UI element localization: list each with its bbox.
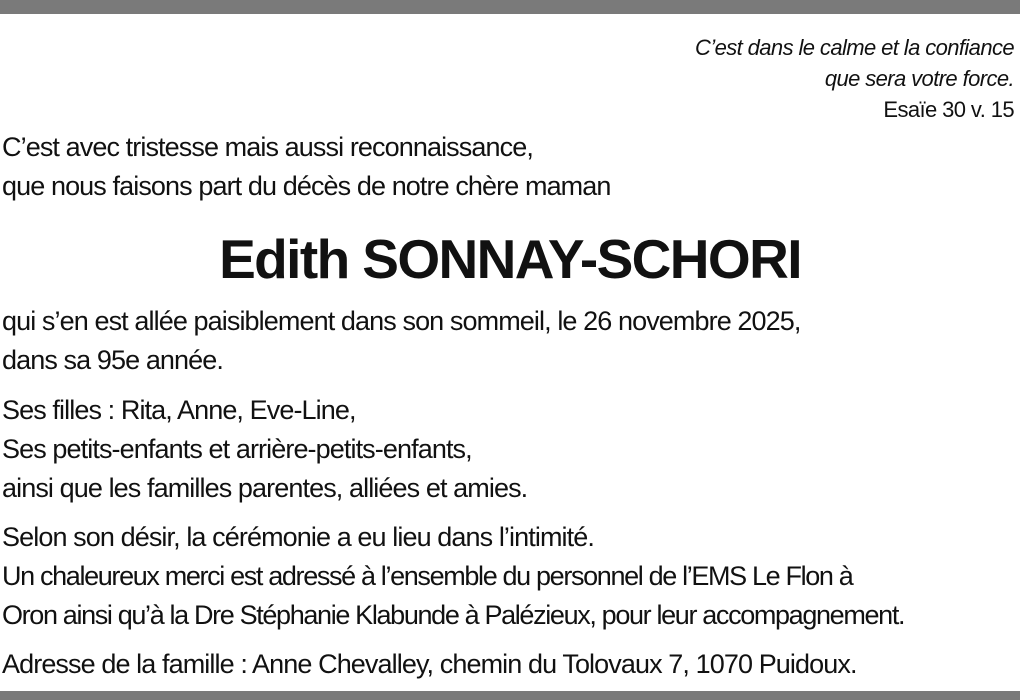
bottom-rule bbox=[0, 691, 1020, 700]
epigraph-reference: Esaïe 30 v. 15 bbox=[883, 97, 1014, 122]
ceremony-line-1: Selon son désir, la cérémonie a eu lieu dans l’intimité. bbox=[2, 522, 594, 552]
family-line-2: Ses petits-enfants et arrière-petits-enfants, bbox=[2, 434, 472, 464]
family-line-3: ainsi que les familles parentes, alliées et amies. bbox=[2, 473, 528, 503]
epigraph bbox=[695, 32, 1014, 125]
ceremony-line-3: Oron ainsi qu’à la Dre Stéphanie Klabunde à Palézieux, pour leur accompagnement. bbox=[2, 600, 905, 630]
family-line-1: Ses filles : Rita, Anne, Eve-Line, bbox=[2, 395, 356, 425]
death-line-1: qui s’en est allée paisiblement dans son sommeil, le 26 novembre 2025, bbox=[2, 306, 801, 336]
family-list bbox=[2, 391, 527, 508]
epigraph-line-1: C’est dans le calme et la confiance bbox=[695, 35, 1014, 60]
announcement-intro bbox=[2, 128, 611, 206]
ceremony-thanks bbox=[2, 518, 904, 635]
deceased-name: Edith SONNAY-SCHORI bbox=[219, 228, 801, 290]
death-details bbox=[2, 302, 801, 380]
intro-line-2: que nous faisons part du décès de notre chère maman bbox=[2, 171, 611, 201]
family-address: Adresse de la famille : Anne Chevalley, chemin du Tolovaux 7, 1070 Puidoux. bbox=[2, 649, 857, 679]
intro-line-1: C’est avec tristesse mais aussi reconnaissance, bbox=[2, 132, 533, 162]
top-rule bbox=[0, 0, 1020, 14]
death-line-2: dans sa 95e année. bbox=[2, 345, 223, 375]
ceremony-line-2: Un chaleureux merci est adressé à l’ensemble du personnel de l’EMS Le Flon à bbox=[2, 561, 853, 591]
epigraph-line-2: que sera votre force. bbox=[824, 66, 1014, 91]
